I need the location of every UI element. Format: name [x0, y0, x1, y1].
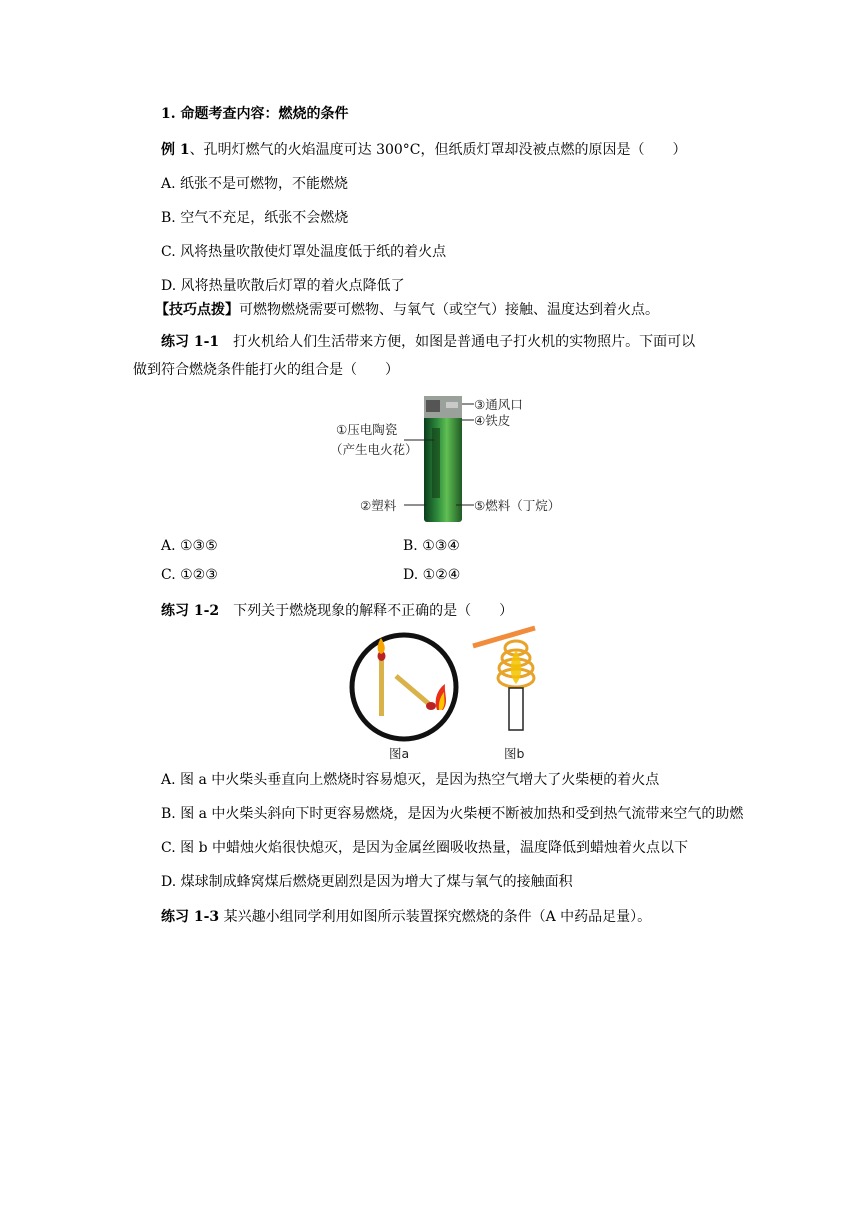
practice-1-1-label: 练习 1-1	[161, 334, 220, 350]
practice-1-1-stem-cont: 做到符合燃烧条件能打火的组合是（ ）	[133, 362, 399, 378]
match-candle-figure	[349, 624, 561, 764]
practice-1-1-option-c: C. ①②③	[161, 567, 218, 583]
figure-b-label: 图b	[504, 746, 525, 761]
example1-option-d: D. 风将热量吹散后灯罩的着火点降低了	[161, 278, 405, 294]
practice-1-1-option-d: D. ①②④	[403, 567, 461, 583]
lighter-label-5: ⑤燃料（丁烷）	[474, 498, 561, 513]
practice-1-2-label: 练习 1-2	[161, 603, 220, 619]
tip-text: 可燃物燃烧需要可燃物、与氧气（或空气）接触、温度达到着火点。	[239, 302, 659, 318]
figure-a-label: 图a	[389, 746, 410, 761]
example1-option-b: B. 空气不充足，纸张不会燃烧	[161, 210, 349, 226]
practice-1-2-option-c: C. 图 b 中蜡烛火焰很快熄灭，是因为金属丝圈吸收热量，温度降低到蜡烛着火点以下	[161, 840, 688, 856]
lighter-label-3: ③通风口	[474, 397, 523, 412]
example1-option-c: C. 风将热量吹散使灯罩处温度低于纸的着火点	[161, 244, 447, 260]
tip-label: 【技巧点拨】	[155, 302, 239, 318]
lighter-label-2: ②塑料	[360, 498, 397, 513]
lighter-body	[424, 396, 462, 522]
lighter-label-4: ④铁皮	[474, 413, 511, 428]
practice-1-3-label: 练习 1-3	[161, 909, 220, 925]
practice-1-2-stem	[161, 601, 513, 621]
section-heading: 1. 命题考查内容：燃烧的条件	[161, 106, 349, 122]
tip-line	[155, 300, 659, 320]
practice-1-1-option-b: B. ①③④	[403, 538, 460, 554]
example1-stem	[161, 140, 687, 160]
practice-1-1-option-a: A. ①③⑤	[161, 538, 218, 554]
practice-1-2-option-b: B. 图 a 中火柴头斜向下时更容易燃烧，是因为火柴梗不断被加热和受到热气流带来空气的助燃	[161, 806, 744, 822]
example1-option-a: A. 纸张不是可燃物，不能燃烧	[161, 176, 349, 192]
practice-1-1-stem	[161, 332, 695, 352]
practice-1-1-stem-text: 打火机给人们生活带来方便，如图是普通电子打火机的实物照片。下面可以	[219, 334, 696, 350]
figure-a	[352, 635, 456, 739]
lighter-label-1a: ①压电陶瓷	[336, 422, 398, 437]
figure-b	[473, 628, 535, 730]
practice-1-2-stem-text: 下列关于燃烧现象的解释不正确的是（ ）	[219, 603, 514, 619]
practice-1-3-stem	[161, 907, 651, 927]
practice-1-3-stem-text: 某兴趣小组同学利用如图所示装置探究燃烧的条件（A 中药品足量）。	[219, 909, 652, 925]
example1-label: 例 1	[161, 142, 190, 158]
practice-1-2-option-a: A. 图 a 中火柴头垂直向上燃烧时容易熄灭，是因为热空气增大了火柴梗的着火点	[161, 772, 660, 788]
lighter-figure	[328, 392, 568, 524]
example1-stem-text: 、孔明灯燃气的火焰温度可达 300°C，但纸质灯罩却没被点燃的原因是（ ）	[189, 142, 687, 158]
lighter-label-1b: （产生电火花）	[330, 442, 418, 457]
practice-1-2-option-d: D. 煤球制成蜂窝煤后燃烧更剧烈是因为增大了煤与氧气的接触面积	[161, 874, 573, 890]
